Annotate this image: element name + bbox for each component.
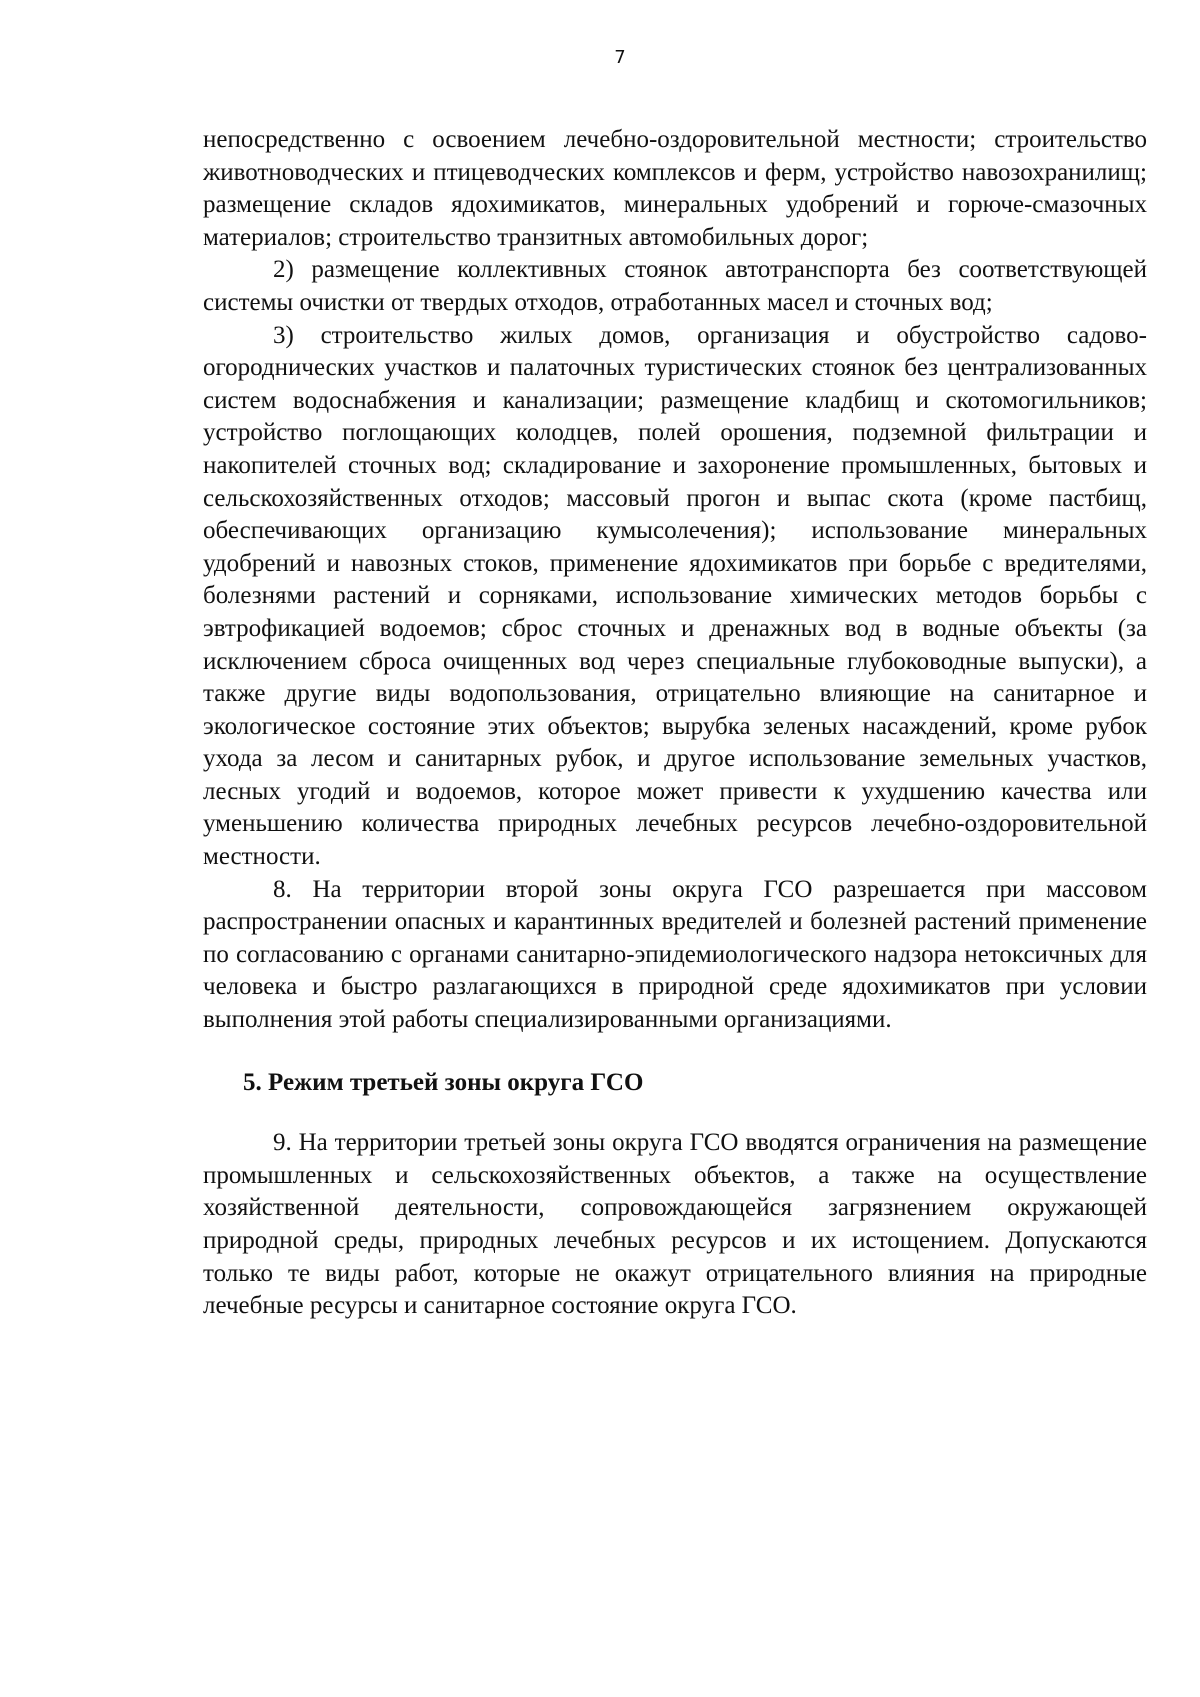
paragraph-section-8: 8. На территории второй зоны округа ГСО разрешается при массовом распространении опасных и карантинных вредителей и болезней растений применение по согласованию с органами санитарно-эпидемиологического надзора нетоксичных для человека и быстро разлагающихся в природной среде ядохимикатов при условии выполнения этой работы специализированными организациями.: [203, 875, 1147, 1034]
section-heading: 5. Режим третьей зоны округа ГСО: [243, 1068, 644, 1096]
paragraph-item-3: 3) строительство жилых домов, организация и обустройство садово-огороднических участков и палаточных туристических стоянок без централизованных систем водоснабжения и канализации; размещение кладбищ и скотомогильников; устройство поглощающих колодцев, полей орошения, подземной фильтрации и накопителей сточных вод; складирование и захоронение промышленных, бытовых и сельскохозяйственных отходов; массовый прогон и выпас скота (кроме пастбищ, обеспечивающих организацию кумысолечения); использование минеральных удобрений и навозных стоков, применение ядохимикатов при борьбе с вредителями, болезнями растений и сорняками, использование химических методов борьбы с эвтрофикацией водоемов; сброс сточных и дренажных вод в водные объекты (за исключением сброса очищенных вод через специальные глубоководные выпуски), а также другие виды водопользования, отрицательно влияющие на санитарное и экологическое состояние этих объектов; вырубка зеленых насаждений, кроме рубок ухода за лесом и санитарных рубок, и другое использование земельных участков, лесных угодий и водоемов, которое может привести к ухудшению качества или уменьшению количества природных лечебных ресурсов лечебно-оздоровительной местности.: [203, 321, 1147, 871]
paragraph-continuation: непосредственно с освоением лечебно-оздоровительной местности; строительство животноводческих и птицеводческих комплексов и ферм, устройство навозохранилищ; размещение складов ядохимикатов, минеральных удобрений и горюче-смазочных материалов; строительство транзитных автомобильных дорог;: [203, 126, 1147, 251]
paragraph-item-2: 2) размещение коллективных стоянок автотранспорта без соответствующей системы очистки от твердых отходов, отработанных масел и сточных вод;: [203, 256, 1147, 316]
page-number: 7: [614, 47, 626, 68]
paragraph-section-9: 9. На территории третьей зоны округа ГСО вводятся ограничения на размещение промышленных и сельскохозяйственных объектов, а также на осуществление хозяйственной деятельности, сопровождающейся загрязнением окружающей природной среды, природных лечебных ресурсов и их истощением. Допускаются только те виды работ, которые не окажут отрицательного влияния на природные лечебные ресурсы и санитарное состояние округа ГСО.: [203, 1129, 1147, 1320]
document-body: [203, 124, 1147, 1323]
